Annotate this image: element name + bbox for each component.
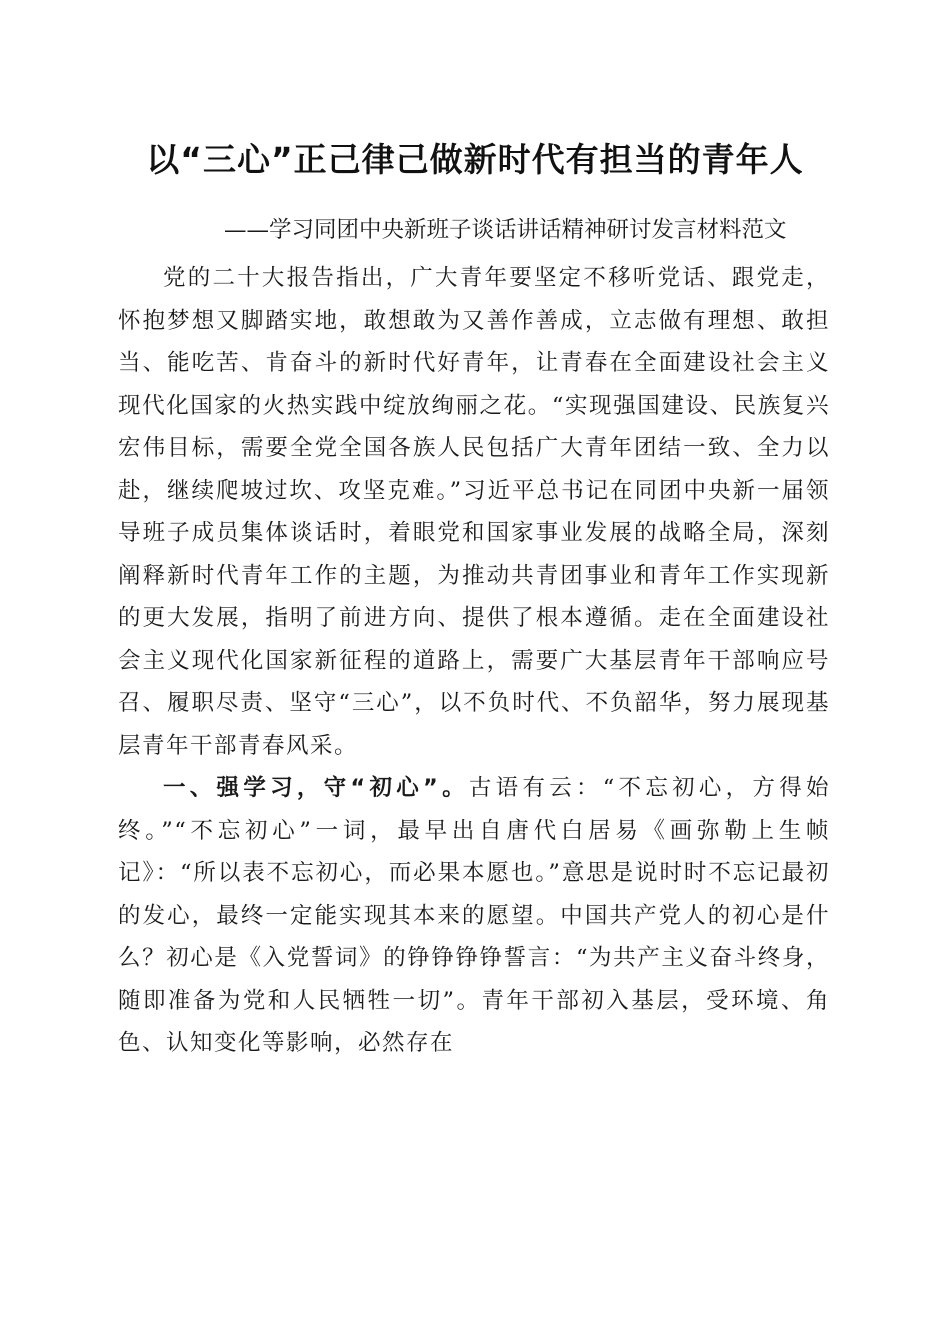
document-subtitle: ——学习同团中央新班子谈话讲话精神研讨发言材料范文	[224, 217, 787, 243]
intro-paragraph: 党的二十大报告指出，广大青年要坚定不移听党话、跟党走，怀抱梦想又脚踏实地，敢想敢为又善作善成，立志做有理想、敢担当、能吃苦、肯奋斗的新时代好青年，让青春在全面建设社会主义现代化国家的火热实践中绽放绚丽之花。“实现强国建设、民族复兴宏伟目标，需要全党全国各族人民包括广大青年团结一致、全力以赴，继续爬坡过坎、攻坚克难。”习近平总书记在同团中央新一届领导班子成员集体谈话时，着眼党和国家事业发展的战略全局，深刻阐释新时代青年工作的主题，为推动共青团事业和青年工作实现新的更大发展，指明了前进方向、提供了根本遵循。走在全面建设社会主义现代化国家新征程的道路上，需要广大基层青年干部响应号召、履职尽责、坚守“三心”，以不负时代、不负韶华，努力展现基层青年干部青春风采。	[118, 265, 830, 759]
section-1-heading: 一、强学习，守“初心”。	[163, 775, 469, 801]
document-body	[118, 257, 830, 1065]
section-1-text: 古语有云：“不忘初心，方得始终。”“不忘初心”一词，最早出自唐代白居易《画弥勒上生帧记》：“所以表不忘初心，而必果本愿也。”意思是说时时不忘记最初的发心，最终一定能实现其本来的愿望。中国共产党人的初心是什么？初心是《入党誓词》的铮铮铮铮誓言：“为共产主义奋斗终身，随即准备为党和人民牺牲一切”。青年干部初入基层，受环境、角色、认知变化等影响，必然存在	[118, 775, 830, 1056]
section-1-paragraph	[118, 767, 830, 1065]
document-title: 以“三心”正己律己做新时代有担当的青年人	[146, 140, 804, 179]
